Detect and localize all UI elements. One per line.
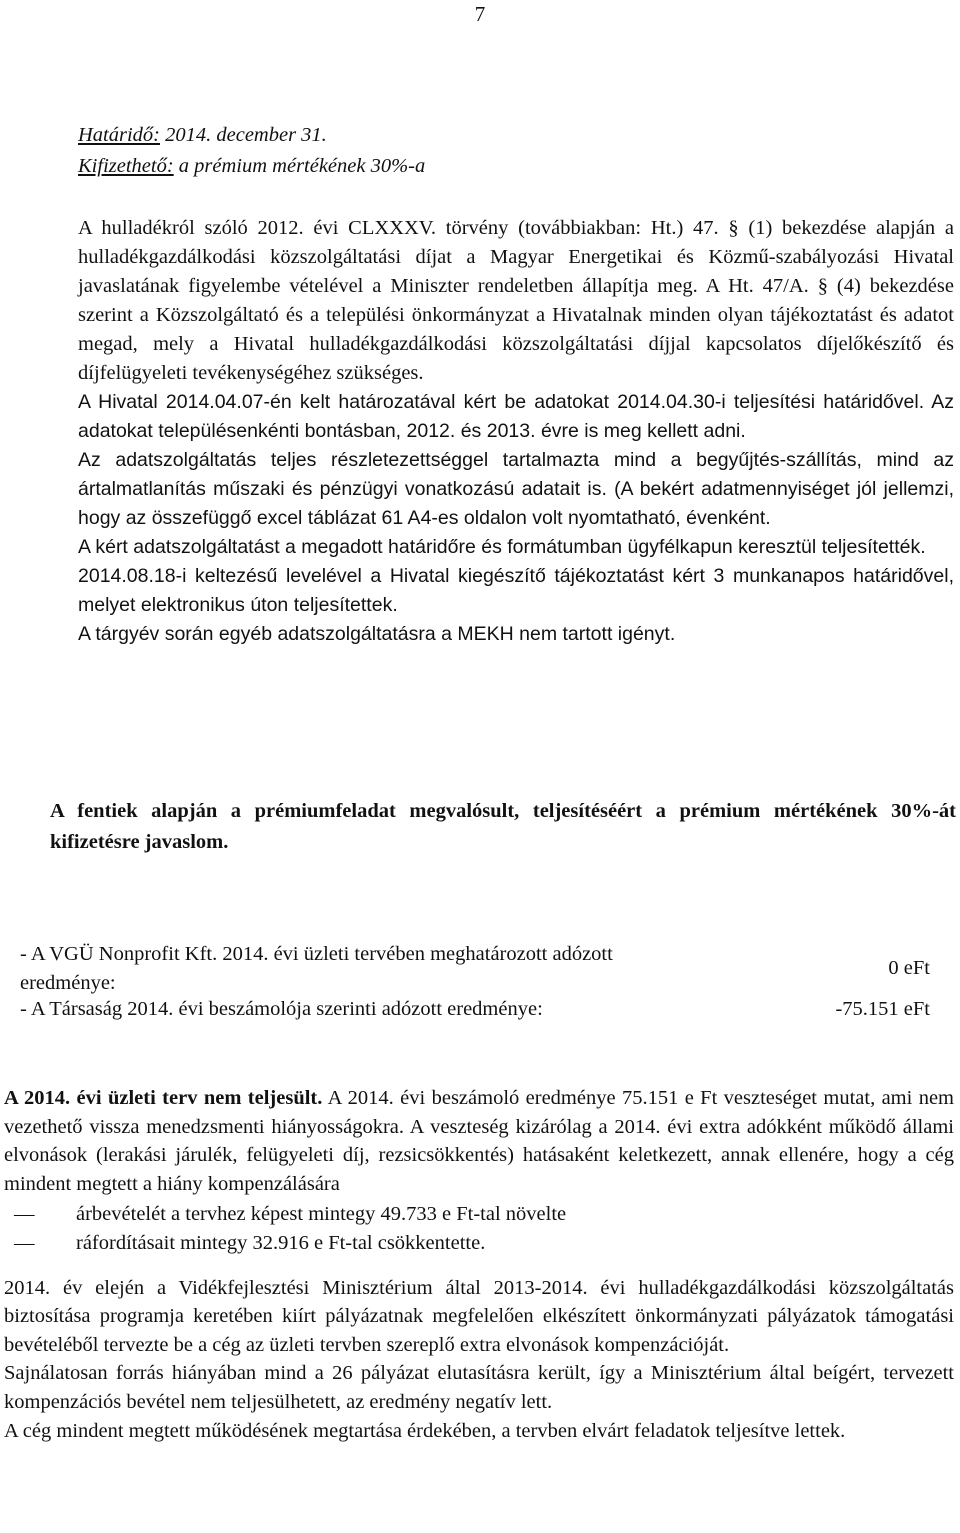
dash-bullet-icon: — — [14, 1203, 35, 1226]
paragraph-data-content: Az adatszolgáltatás teljes részletezettséggel tartalmazta mind a begyűjtés-szállítás, mind az ártalmatlanítás műszaki és pénzügyi vonatkozású adatait is. (A bekért adatmennyiséget jól jellemzi, hogy az összefüggő excel táblázat 61 A4-es oldalon volt nyomtatható, évenként. — [78, 449, 954, 529]
summary-paragraph — [4, 1084, 954, 1198]
conclusion — [50, 796, 956, 858]
paragraph-no-other-request: A tárgyév során egyéb adatszolgáltatásra a MEKH nem tartott igényt. — [78, 623, 676, 645]
deadline-value: 2014. december 31. — [165, 124, 327, 146]
paragraph-supplementary: 2014.08.18-i keltezésű levelével a Hivatal kiegészítő tájékoztatást kért 3 munkanapos határidővel, melyet elektronikus úton teljesítettek. — [78, 565, 954, 616]
paragraph-law — [78, 214, 954, 388]
paragraph-law-part2: § (4) bekezdése szerint a Közszolgáltató és a települési önkormányzat a Hivatalnak minden olyan tájékoztatást és adatot megad, mely a Hivatal hulladékgazdálkodási közszolgáltatási díjjal kapcsolatos díjelőkészítő és díjfelügyeleti tevékenységéhez szükséges. — [78, 275, 954, 384]
paragraph-rejected: Sajnálatosan forrás hiányában mind a 26 pályázat elutasításra került, így a Minisztérium által beígért, tervezett kompenzációs bevétel nem teljesülhetett, az eredmény negatív lett. — [4, 1362, 954, 1413]
result-plan-value: 0 eFt — [888, 957, 930, 979]
paragraph-final: A cég mindent megtett működésének megtartása érdekében, a tervben elvárt feladatok teljesítve lettek. — [4, 1419, 846, 1442]
dash-bullet-icon: — — [14, 1231, 35, 1254]
summary-bullets — [4, 1200, 954, 1257]
payable-line — [78, 155, 954, 178]
paragraph-hivatal-request: A Hivatal 2014.04.07-én kelt határozatával kért be adatokat 2014.04.30-i teljesítési határidővel. Az adatokat településenkénti bontásban, 2012. és 2013. évre is meg kellett adni. — [78, 391, 954, 442]
result-row-plan — [20, 940, 930, 1000]
payable-value: a prémium mértékének 30%-a — [178, 155, 426, 177]
bullet-text: árbevételét a tervhez képest mintegy 49.733 e Ft-tal növelte — [76, 1203, 567, 1226]
conclusion-text: A fentiek alapján a prémiumfeladat megvalósult, teljesítéséért a prémium mértékének 30%-át kifizetésre javaslom. — [50, 800, 956, 853]
summary-block — [4, 1084, 954, 1445]
deadline-label: Határidő: — [78, 124, 160, 146]
deadline-line — [78, 124, 954, 147]
page-number: 7 — [474, 2, 486, 26]
result-plan-label-line2: eredménye: — [20, 972, 116, 994]
bullet-text: ráfordításait mintegy 32.916 e Ft-tal csökkentette. — [76, 1231, 486, 1254]
summary-text: A 2014. évi beszámoló eredménye 75.151 e Ft veszteséget mutat, ami nem vezethető vissza menedzsmenti hiányosságokra. A veszteség kizárólag a 2014. évi extra adókként működő állami elvonások (lerakási járulék, felügyeleti díj, rezsicsökkentés) hatásaként keletkezett, annak ellenére, hogy a cég mindent megtett a hiány kompenzálására — [4, 1087, 954, 1195]
paragraph-submitted: A kért adatszolgáltatást a megadott határidőre és formátumban ügyfélkapun keresztül teljesítették. — [78, 536, 926, 558]
payable-label: Kifizethető: — [78, 155, 174, 177]
summary-bold-lead: A 2014. évi üzleti terv nem teljesült. — [4, 1087, 323, 1109]
result-row-actual — [20, 998, 930, 1021]
paragraph-grant: 2014. év elején a Vidékfejlesztési Minisztérium által 2013-2014. évi hulladékgazdálkodási közszolgáltatás biztosítása programja keretében kiírt pályázatnak megfelelően elkészített önkormányzati pályázatok támogatási bevételéből tervezte be a cég az üzleti tervben szereplő extra elvonások kompenzációját. — [4, 1276, 954, 1356]
bullet-item — [4, 1229, 954, 1258]
result-plan-label-line1: - A VGÜ Nonprofit Kft. 2014. évi üzleti tervében meghatározott adózott — [20, 943, 613, 965]
bullet-item — [4, 1200, 954, 1229]
result-actual-value: -75.151 eFt — [835, 998, 930, 1020]
main-text-block — [78, 214, 954, 649]
paragraph-law-part1: A hulladékról szóló 2012. évi CLXXXV. törvény (továbbiakban: Ht.) 47. § (1) bekezdése alapján a hulladékgazdálkodási közszolgáltatási díjat a Magyar Energetikai és Közmű-szabályozási Hivatal javaslatának figyelembe vételével a Miniszter rendeletben állapítja meg. A Ht. 47/A. — [78, 217, 954, 297]
result-actual-label: - A Társaság 2014. évi beszámolója szerinti adózott eredménye: — [20, 998, 543, 1020]
